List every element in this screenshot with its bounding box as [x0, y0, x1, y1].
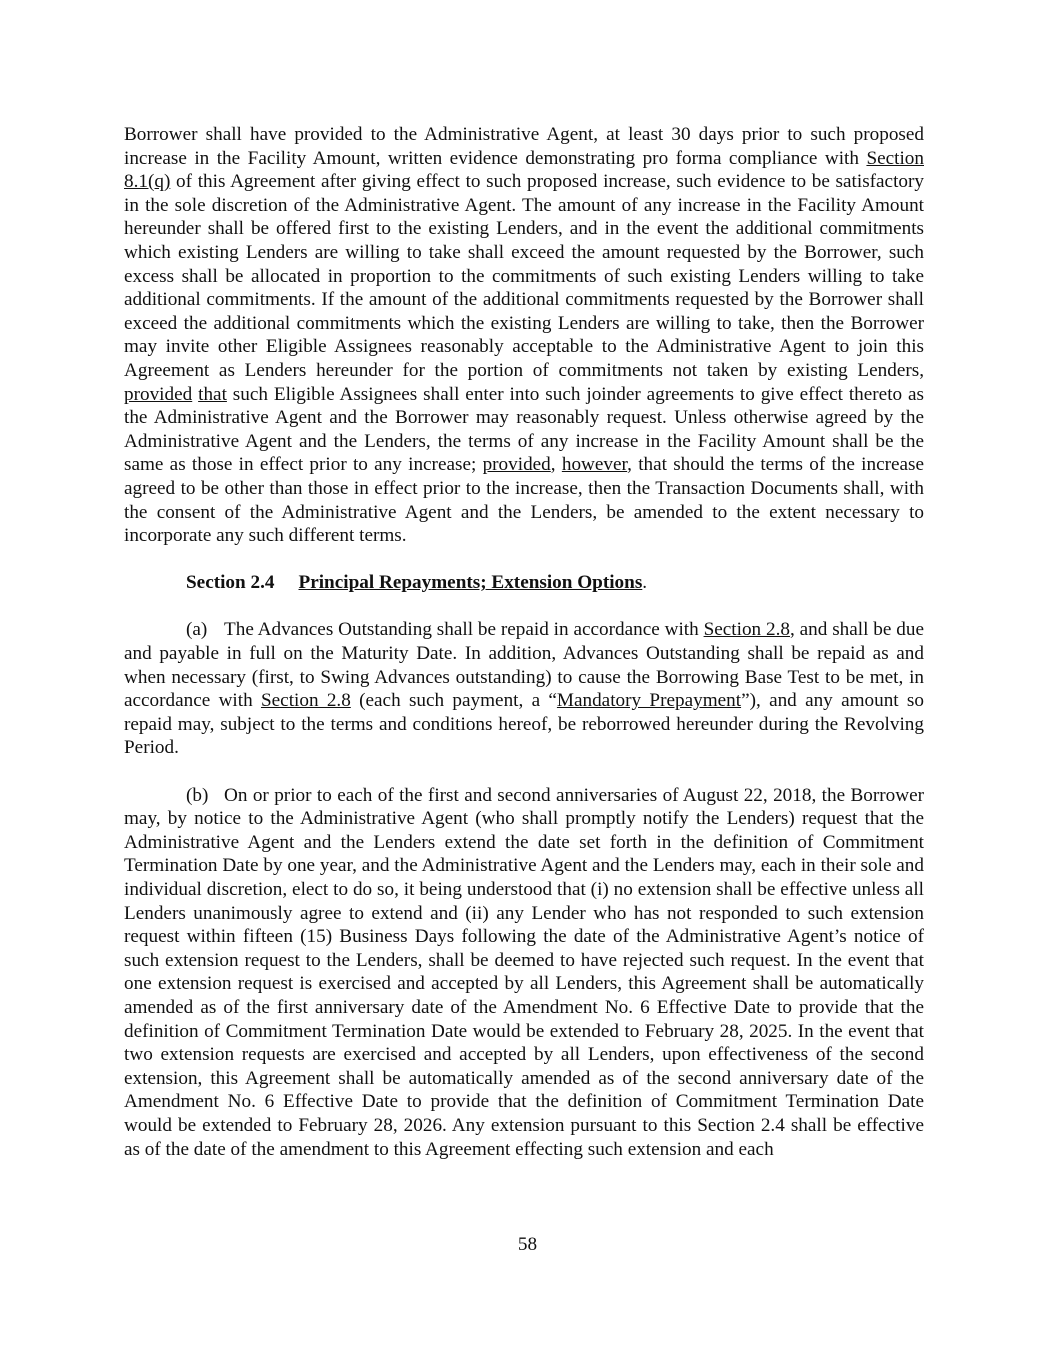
- section-title: Principal Repayments; Extension Options: [298, 572, 643, 594]
- paragraph-continuation: [124, 123, 924, 548]
- text-span: , that should the terms of the increase agreed to be other than those in effect prior to the increase, then the Transaction Documents shall, with the consent of the Administrative Agent and the Lenders, be amended to the extent necessary to incorporate any such different terms.: [124, 454, 925, 547]
- text-span: ,: [550, 454, 562, 476]
- text-span: (each such payment, a “: [350, 690, 557, 712]
- section-reference: Section 2.8: [260, 690, 351, 712]
- paragraph-label: (b): [186, 784, 209, 806]
- underlined-term: that: [198, 383, 227, 405]
- underlined-term: provided: [482, 454, 551, 476]
- text-span: such Eligible Assignees shall enter into such joinder agreements to give effect thereto as the Administrative Agent and the Borrower may reasonably request. Unless otherwise agreed by the Administrative Agent and the Lenders, the terms of any increase in the Facility Amount shall be the same as those in effect prior to any increase;: [124, 383, 925, 476]
- text-span: ”), and any amount so repaid may, subject to the terms and conditions hereof, be reborrowed hereunder during the Revolving Period.: [124, 690, 924, 759]
- document-page: [124, 123, 924, 1161]
- section-heading: [124, 571, 924, 595]
- text-span: of this Agreement after giving effect to such proposed increase, such evidence to be satisfactory in the sole discretion of the Administrative Agent. The amount of any increase in the Facility Amount hereunder shall be offered first to the existing Lenders, and in the event the additional commitments which existing Lenders are willing to take shall exceed the amount requested by the Borrower, such excess shall be allocated in proportion to the commitments of such existing Lenders willing to take additional commitments. If the amount of the additional commitments requested by the Borrower shall exceed the additional commitments which the existing Lenders are willing to take, then the Borrower may invite other Eligible Assignees reasonably acceptable to the Administrative Agent to join this Agreement as Lenders hereunder for the portion of commitments not taken by existing Lenders,: [124, 171, 924, 381]
- section-reference: Section 2.8: [703, 619, 790, 641]
- section-number: Section 2.4: [186, 572, 275, 594]
- text-span: , and shall be due and payable in full on the Maturity Date. In addition, Advances Outstanding shall be repaid as and when necessary (first, to Swing Advances outstanding) to cause the Borrowing Base Test to be met, in accordance with: [124, 619, 924, 712]
- page-number: 58: [517, 1234, 538, 1255]
- paragraph-a: [124, 618, 924, 760]
- paragraph-b: [124, 784, 924, 1162]
- defined-term: Mandatory Prepayment: [556, 690, 742, 712]
- text-span: Borrower shall have provided to the Administrative Agent, at least 30 days prior to such proposed increase in the Facility Amount, written evidence demonstrating pro forma compliance with: [124, 124, 924, 169]
- section-reference: Section 8.1(q): [124, 147, 924, 193]
- text-span: The Advances Outstanding shall be repaid in accordance with: [224, 619, 704, 641]
- text-span: On or prior to each of the first and second anniversaries of August 22, 2018, the Borrower may, by notice to the Administrative Agent (who shall promptly notify the Lenders) request that the Administrative Agent and the Lenders extend the date set forth in the definition of Commitment Termination Date by one year, and the Administrative Agent and the Lenders may, each in their sole and individual discretion, elect to do so, it being understood that (i) no extension shall be effective unless all Lenders unanimously agree to extend and (ii) any Lender who has not responded to such extension request within fifteen (15) Business Days following the date of the Administrative Agent’s notice of such extension request to the Lenders, shall be deemed to have rejected such request. In the event that one extension request is exercised and accepted by all Lenders, this Agreement shall be automatically amended as of the first anniversary date of the Amendment No. 6 Effective Date to provide that the definition of Commitment Termination Date would be extended to February 28, 2025. In the event that two extension requests are exercised and accepted by all Lenders, upon effectiveness of the second extension, this Agreement shall be automatically amended as of the second anniversary date of the Amendment No. 6 Effective Date to provide that the definition of Commitment Termination Date would be extended to February 28, 2026. Any extension pursuant to this Section 2.4 shall be effective as of the date of the amendment to this Agreement effecting such extension and each: [124, 784, 924, 1160]
- section-period: .: [642, 572, 648, 594]
- paragraph-label: (a): [186, 619, 208, 641]
- underlined-term: however: [561, 454, 628, 476]
- underlined-term: provided: [124, 383, 193, 405]
